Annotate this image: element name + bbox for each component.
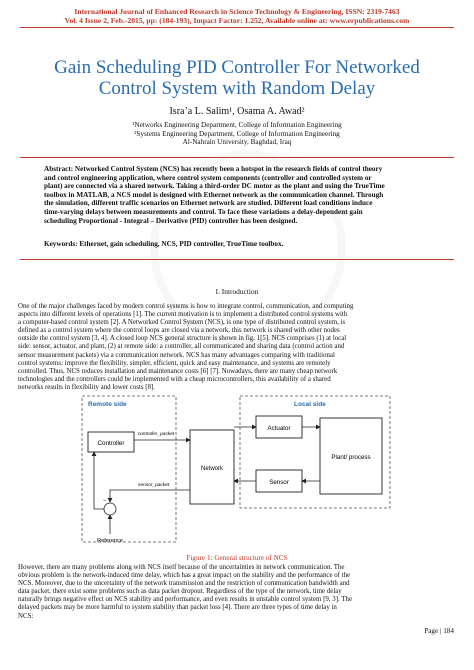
- intro-line: outside the control system [3, 4]. A closed loop NCS general structure is shown in fig. 1[5]. NCS comprises (1) at local: [18, 335, 347, 343]
- affiliation-2: ²Systems Engineering Department, College of Information Engineering: [134, 129, 340, 138]
- remote-side-label: Remote side: [88, 401, 127, 408]
- sensor-label: Sensor: [269, 479, 289, 486]
- minus-sign: −: [103, 498, 107, 504]
- journal-header-line1: International Journal of Enhanced Research in Science Technology & Engineering, ISSN: 2319-7463: [74, 7, 400, 16]
- after-figure-paragraph: [18, 564, 456, 621]
- page-number: Page | 184: [424, 627, 454, 635]
- intro-line: technologies and the controllers could be implemented with a cheap microcontrollers, this availability of a shared: [18, 375, 331, 383]
- body-line: obvious problem is the network-induced time delay, which has a great impact on the stability and the performance of the: [18, 572, 351, 580]
- abstract-line: Abstract: Networked Control System (NCS) has recently been a hotspot in the research fields of control theory: [44, 165, 383, 173]
- reference-label: Reference: [97, 538, 123, 544]
- sensor-packet-label: sensor_packet: [138, 483, 170, 488]
- body-line: However, there are many problems along with NCS itself because of the uncertainties in network communication. The: [18, 564, 345, 571]
- paper-title: [20, 57, 454, 99]
- ncs-structure-figure: [80, 394, 394, 550]
- body-line: data packet, there exist some problems such as data packet dropout. Regardless of the type of the network, time delay: [18, 588, 342, 596]
- abstract-rule-top: [20, 157, 454, 158]
- controller-label: Controller: [97, 440, 125, 447]
- remote-side-box: [82, 396, 176, 542]
- keywords: Keywords: Ethernet, gain scheduling, NCS, PID controller, TrueTime toolbox.: [44, 240, 284, 248]
- header-rule: [20, 27, 454, 28]
- body-line: naturally brings negative effect on NCS stability and performance, and even results in unstable control system [9, 3]. The: [18, 596, 353, 604]
- plant-label: Plant/ process: [331, 454, 371, 461]
- intro-line: sensor measurement packets) via a communication network. NCS has many advantages comparing with traditional: [18, 351, 335, 359]
- intro-line: One of the major challenges faced by modern control systems is how to integrate control, communication, and computing: [18, 303, 354, 310]
- intro-line: defined as a control system where the control loops are closed via a network, this network is shared with other nodes: [18, 327, 340, 335]
- affiliation-3: Al-Nahrain University, Baghdad, Iraq: [182, 138, 292, 146]
- title-line1: Gain Scheduling PID Controller For Networked: [54, 57, 420, 78]
- abstract-rule-bottom: [20, 259, 454, 260]
- abstract-line: the simulation, different traffic scenarios on Ethernet network are studied. Different load conditions induce: [44, 199, 373, 208]
- controller-packet-label: controller_packet: [137, 432, 175, 437]
- abstract: [44, 165, 430, 225]
- actuator-label: Actuator: [267, 425, 291, 432]
- intro-line: controlled. Thus, NCS reduces installation and maintenance costs [6] [7]. Nowadays, there are many cheap network: [18, 367, 338, 375]
- intro-line: networks results in flexibility and lower costs [8].: [18, 383, 156, 391]
- title-line2: Control System with Random Delay: [98, 78, 376, 99]
- affiliation-1: ¹Networks Engineering Department, College of Information Engineering: [132, 121, 342, 129]
- abstract-line: and control engineering application, where control system components (controller and controlled system or: [44, 173, 372, 182]
- intro-line: a computer-based control system [2]. A Networked Control System (NCS), is one type of distributed control system, is: [18, 319, 346, 327]
- authors: Isra’a L. Salim¹, Osama A. Awad²: [169, 106, 305, 117]
- abstract-line: scheduling Proportional - Integral – Derivative (PID) controller has been designed.: [44, 216, 298, 225]
- network-label: Network: [200, 466, 224, 472]
- abstract-line: plant) are connected via a shared network. Taking a third-order DC motor as the plant and using the TrueTime: [44, 182, 385, 191]
- abstract-line: time-varying delays between measurements and control. To face these variations a delay-dependent gain: [44, 207, 363, 216]
- section-heading: I. Introduction: [215, 287, 259, 296]
- local-side-label: Local side: [294, 401, 326, 408]
- intro-line: side: sensor, actuator, and plant, (2) at remote side: a controller, all communicated and sharing data (control action and: [18, 343, 345, 351]
- network-to-summing-arrow: [110, 490, 190, 502]
- abstract-line: toolbox in MATLAB, a NCS model is designed with Ethernet network as the communication channel. Through: [44, 190, 384, 199]
- body-line: NCS:: [18, 612, 34, 620]
- intro-line: aspects into different levels of operations [1]. The current motivation is to implement a distributed control systems with: [18, 311, 348, 319]
- intro-paragraph: [18, 303, 456, 392]
- body-line: delayed packets may be more harmful to system stability than packet loss [4]. There are three types of time delay in: [18, 604, 337, 612]
- summing-junction: [104, 503, 116, 515]
- journal-header-line2: Vol. 4 Issue 2, Feb.-2015, pp: (184-193), Impact Factor: 1.252, Available online at: www.erpublications.com: [64, 16, 410, 25]
- figure-caption: Figure 1: General structure of NCS: [186, 554, 288, 562]
- body-line: NCS. Moreover, due to the uncertainty of the network transmission and the restriction of communication bandwidth and: [18, 580, 350, 588]
- intro-line: control systems: improve the flexibility, simpler, efficient, quick and easy maintenance, and systems are remotely: [18, 359, 331, 367]
